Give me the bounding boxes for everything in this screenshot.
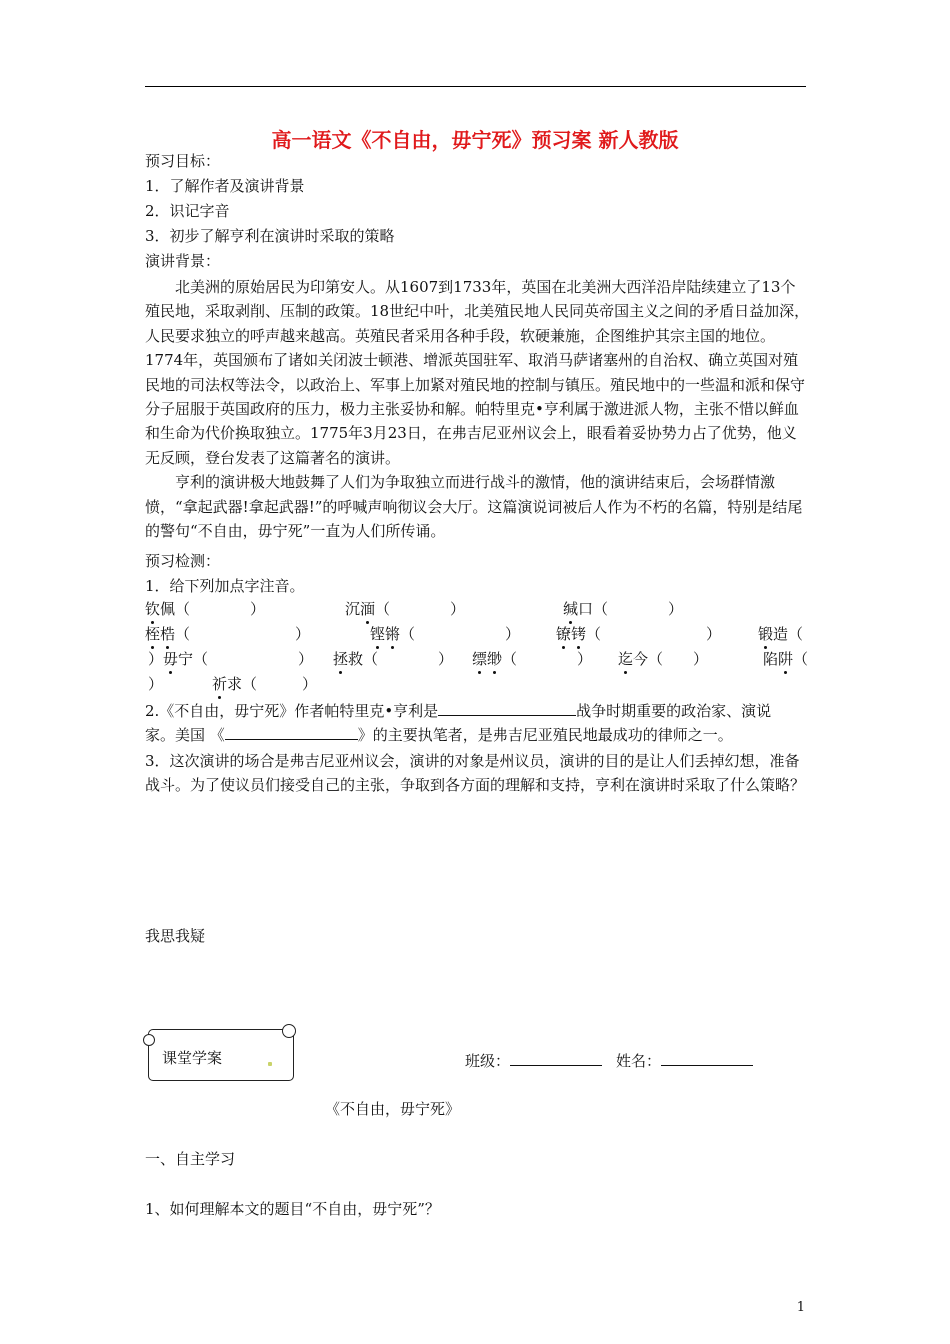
pinyin-item: 沉湎（ ） xyxy=(345,600,466,618)
page-number: 1 xyxy=(796,1300,805,1315)
background-heading: 演讲背景： xyxy=(145,252,221,270)
pinyin-item: 陷阱（ xyxy=(763,650,809,668)
name-field: 姓名： xyxy=(616,1049,753,1072)
goal-item: 2．识记字音 xyxy=(145,202,230,220)
pinyin-lead: ） xyxy=(148,675,164,693)
background-paragraph-2: 亨利的演讲极大地鼓舞了人们为争取独立而进行战斗的激情，他的演讲结束后，会场群情激愤，“拿起武器!拿起武器!”的呼喊声响彻议会大厅。这篇演说词被后人作为不朽的名篇，特别是结尾的警句“不自由，毋宁死”一直为人们所传诵。 xyxy=(145,473,803,541)
check-heading: 预习检测： xyxy=(145,552,221,570)
top-rule xyxy=(145,86,806,87)
classroom-label: 课堂学案 xyxy=(162,1049,223,1067)
lesson-subtitle: 《不自由，毋宁死》 xyxy=(325,1100,461,1118)
pinyin-item: 镣铐（ ） xyxy=(556,625,722,643)
goals-heading: 预习目标： xyxy=(145,152,221,170)
background-text xyxy=(145,275,810,543)
scan-mark xyxy=(268,1062,272,1066)
goal-item: 3．初步了解亨利在演讲时采取的策略 xyxy=(145,227,395,245)
question-2-line-1: 2.《不自由，毋宁死》作者帕特里克•亨利是 战争时期重要的政治家、演说 xyxy=(145,699,771,722)
final-question: 1、如何理解本文的题目“不自由，毋宁死”？ xyxy=(145,1200,440,1218)
question-1: 1．给下列加点字注音。 xyxy=(145,577,305,595)
page-title: 高一语文《不自由，毋宁死》预习案 新人教版 xyxy=(271,128,679,152)
scroll-curl-icon xyxy=(143,1034,155,1046)
answer-blank[interactable] xyxy=(438,699,576,716)
pinyin-item: 祈求（ ） xyxy=(212,675,318,693)
background-paragraph-1: 北美洲的原始居民为印第安人。从1607到1733年，英国在北美洲大西洋沿岸陆续建立了13个殖民地，采取剥削、压制的政策。18世纪中叶，北美殖民地人民同英帝国主义之间的矛盾日益加深，人民要求独立的呼声越来越高。英殖民者采用各种手段，软硬兼施，企图维护其宗主国的地位。1774年，英国颁布了诸如关闭波士顿港、增派英国驻军、取消马萨诸塞州的自治权、确立英国对殖民地的司法权等法令，以政治上、军事上加紧对殖民地的控制与镇压。殖民地中的一些温和派和保守分子屈服于英国政府的压力，极力主张妥协和解。帕特里克•亨利属于激进派人物，主张不惜以鲜血和生命为代价换取独立。1775年3月23日，在弗吉尼亚州议会上，眼看着妥协势力占了优势，他义无反顾，登台发表了这篇著名的演讲。 xyxy=(145,278,810,467)
scroll-curl-icon xyxy=(282,1024,296,1038)
pinyin-item: 锻造（ xyxy=(758,625,804,643)
name-input[interactable] xyxy=(661,1049,753,1066)
answer-blank[interactable] xyxy=(225,723,358,740)
question-2-line-2: 家。美国 《 》的主要执笔者，是弗吉尼亚殖民地最成功的律师之一。 xyxy=(145,723,733,746)
class-input[interactable] xyxy=(510,1049,602,1066)
pinyin-item: 缥缈（ ） xyxy=(472,650,593,668)
section-heading: 一、自主学习 xyxy=(145,1150,236,1168)
question-3: 3．这次演讲的场合是弗吉尼亚州议会，演讲的对象是州议员，演讲的目的是让人们丢掉幻想，准备战斗。为了使议员们接受自己的主张，争取到各方面的理解和支持，亨利在演讲时采取了什么策略？ xyxy=(145,752,806,795)
pinyin-item: 拯救（ ） xyxy=(333,650,454,668)
pinyin-item: 钦佩（ ） xyxy=(145,600,266,618)
think-heading: 我思我疑 xyxy=(145,927,206,945)
pinyin-item: 缄口（ ） xyxy=(563,600,684,618)
pinyin-item: 桎梏（ ） xyxy=(145,625,311,643)
goal-item: 1．了解作者及演讲背景 xyxy=(145,177,305,195)
pinyin-item: 铿锵（ ） xyxy=(370,625,521,643)
pinyin-item: ）毋宁（ ） xyxy=(148,650,314,668)
pinyin-item: 迄今（ ） xyxy=(618,650,709,668)
class-field: 班级： xyxy=(465,1049,602,1072)
